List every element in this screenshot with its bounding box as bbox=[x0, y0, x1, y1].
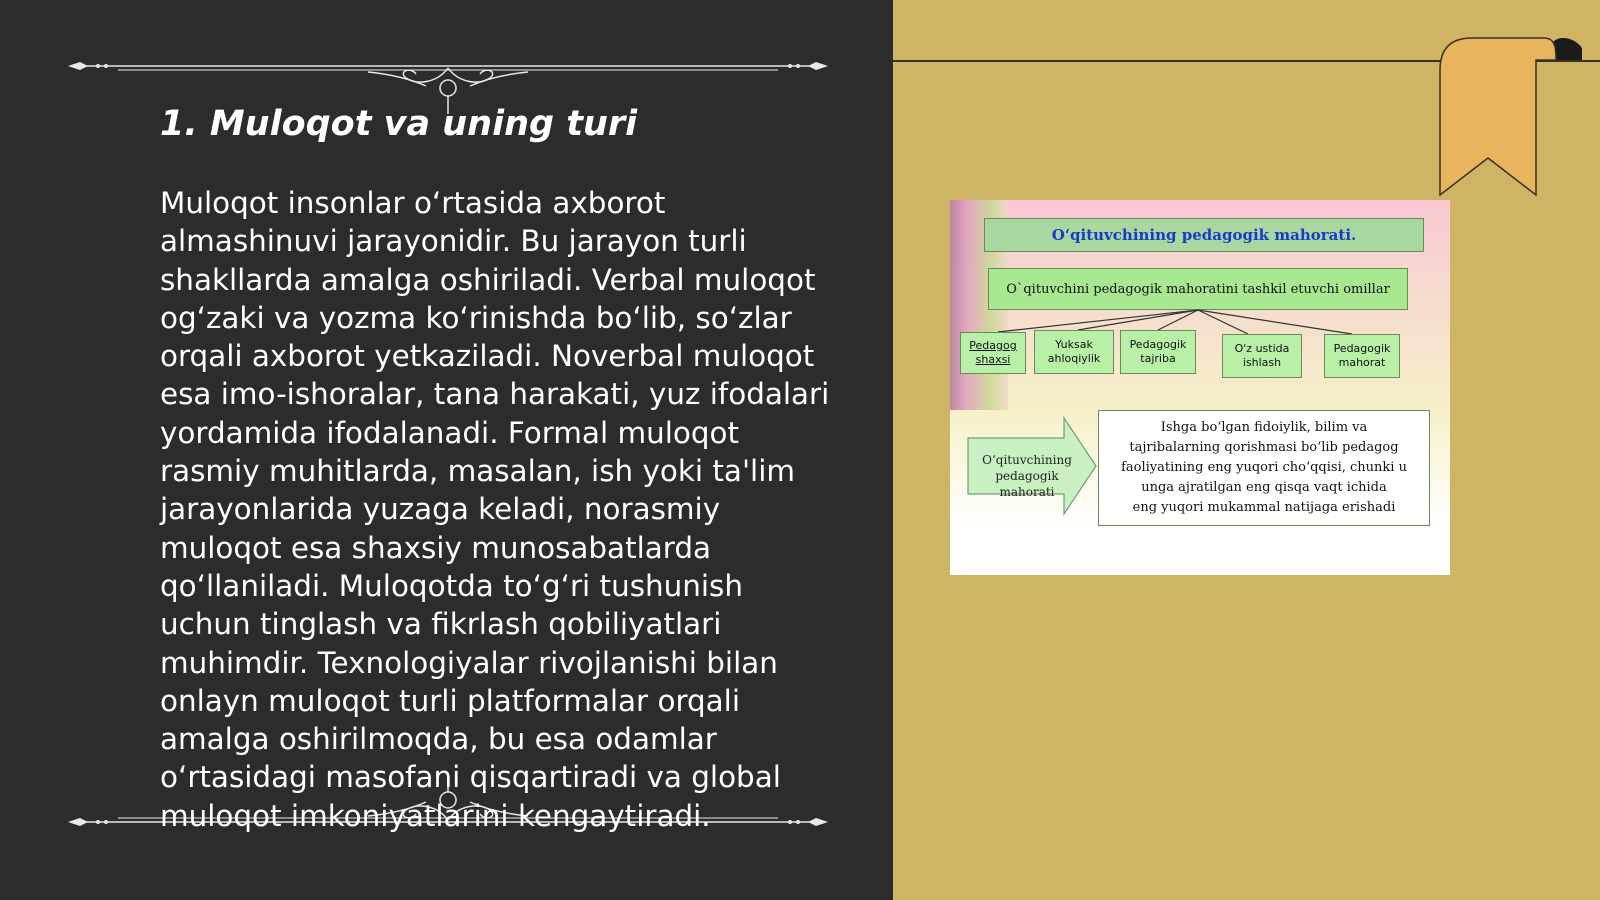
slide-body-text: Muloqot insonlar oʻrtasida axborot almashinuvi jarayonidir. Bu jarayon turli shakllarda amalga oshiriladi. Verbal muloqot ogʻzaki va yozma koʻrinishda boʻlib, soʻzlar orqali axborot yetkaziladi. Noverbal muloqot esa imo-ishoralar, tana harakati, yuz ifodalari yordamida ifodalanadi. Formal muloqot rasmiy muhitlarda, masalan, ish yoki ta'lim jarayonlarida yuzaga keladi, norasmiy muloqot esa shaxsiy munosabatlarda qoʻllaniladi. Muloqotda toʻgʻri tushunish uchun tinglash va fikrlash qobiliyatlari muhimdir. Texnologiyalar rivojlanishi bilan onlayn muloqot turli platformalar orqali amalga oshirilmoqda, bu esa odamlar oʻrtasidagi masofani qisqartiradi va global muloqot imkoniyatlarini kengaytiradi. bbox=[160, 186, 830, 833]
factor-box: Pedagog shaxsi bbox=[960, 332, 1026, 374]
factor-box: O'z ustida ishlash bbox=[1222, 334, 1302, 378]
diagram-description: Ishga bo‘lgan fidoiylik, bilim va tajribalarning qorishmasi bo‘lib pedagog faoliyatining eng yuqori cho‘qqisi, chunki u unga ajratilgan eng qisqa vaqt ichida eng yuqori mukammal natijaga erishadi bbox=[1098, 410, 1430, 526]
bookmark-ribbon bbox=[1432, 30, 1582, 200]
factor-box: Pedagogik tajriba bbox=[1120, 330, 1196, 374]
diagram-header: O‘qituvchining pedagogik mahorati. bbox=[984, 218, 1424, 252]
factor-box: Yuksak ahloqiylik bbox=[1034, 330, 1114, 374]
diagram-subheader: O`qituvchini pedagogik mahoratini tashkil etuvchi omillar bbox=[988, 268, 1408, 310]
factor-box: Pedagogik mahorat bbox=[1324, 334, 1400, 378]
pedagogical-skill-diagram bbox=[950, 200, 1450, 575]
arrow-label: O‘qituvchining pedagogik mahorati bbox=[982, 453, 1072, 499]
slide-title: 1. Muloqot va uning turi bbox=[160, 104, 638, 144]
